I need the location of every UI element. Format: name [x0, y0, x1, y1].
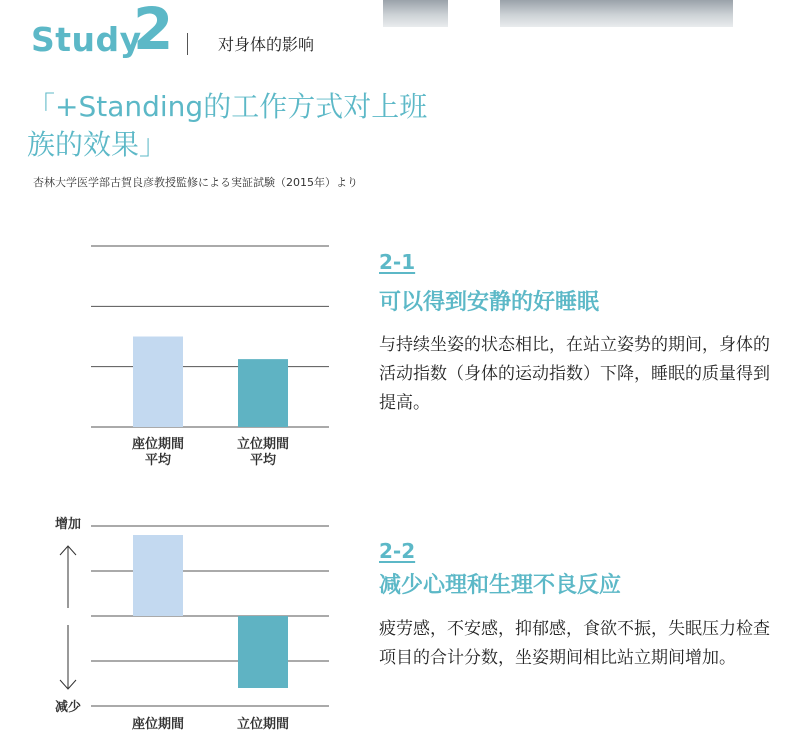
category-label: 座位期間: [131, 437, 185, 452]
study-label: Study: [31, 20, 142, 59]
bar-standing: [238, 616, 288, 688]
category-label: 立位期間: [236, 437, 290, 452]
category-label: 平均: [249, 453, 277, 468]
bar-standing: [238, 359, 288, 427]
header-photo-left: [383, 0, 448, 27]
section-2-2-body: 疲劳感，不安感，抑郁感，食欲不振，失眠压力检查项目的合计分数，坐姿期间相比站立期间增加。: [379, 619, 770, 668]
page-subtitle: 对身体的影响: [218, 35, 315, 54]
axis-label-decrease: 减少: [55, 700, 82, 715]
axis-label-increase: 增加: [55, 517, 82, 532]
category-label: 座位期間: [131, 717, 185, 732]
section-2-1-title: 可以得到安静的好睡眠: [379, 290, 600, 315]
bar-sitting: [133, 337, 183, 428]
header-divider: [187, 33, 188, 55]
section-2-1-body: 与持续坐姿的状态相比，在站立姿势的期间，身体的活动指数（身体的运动指数）下降，睡眠的质量得到提高。: [379, 335, 770, 413]
header-photo-right: [500, 0, 733, 27]
section-2-2-title: 减少心理和生理不良反应: [379, 573, 622, 598]
category-label: 平均: [144, 453, 172, 468]
category-label: 立位期間: [236, 717, 290, 732]
stress-score-chart: [0, 505, 360, 753]
sleep-activity-chart: [0, 228, 360, 478]
study-number: 2: [133, 0, 174, 63]
section-2-2-number: 2-2: [379, 539, 416, 563]
source-note: 杏林大学医学部古賀良彦教授監修による実証試験（2015年）より: [33, 176, 358, 189]
section-2-1-number: 2-1: [379, 250, 416, 274]
bar-sitting: [133, 535, 183, 616]
page-title: 「+Standing的工作方式对上班族的效果」: [27, 90, 428, 161]
